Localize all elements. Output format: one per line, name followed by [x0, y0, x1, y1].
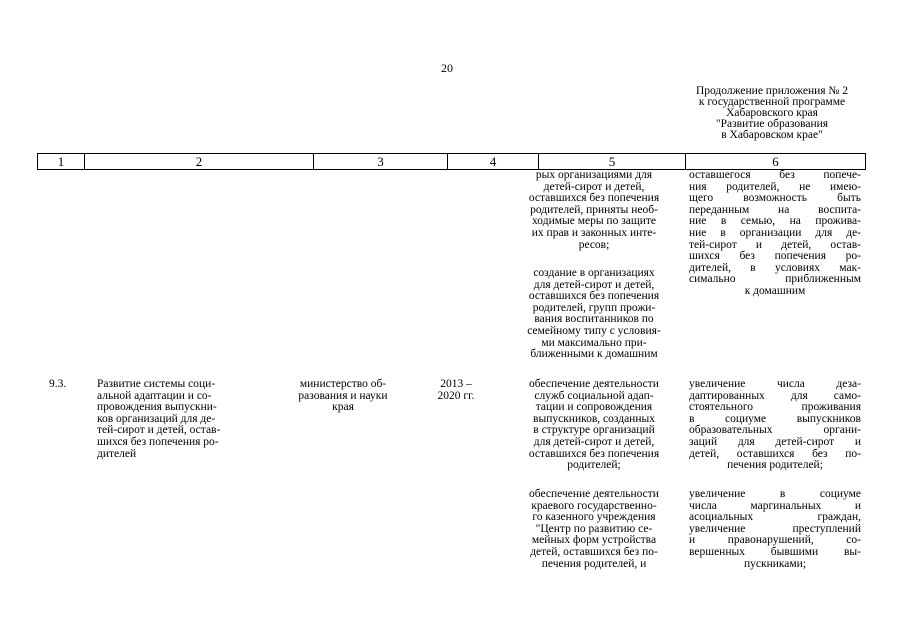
column-number-2: 2: [195, 154, 203, 169]
text-line: дителей, в условиях мак-: [689, 261, 861, 274]
text-line: увеличение числа деза-: [689, 378, 861, 390]
text-line: стоятельного проживания: [689, 401, 861, 414]
text-line: даптированных для само-: [689, 389, 861, 402]
text-line: переданным на воспита-: [689, 203, 861, 216]
text-line: печения родителей;: [727, 459, 823, 472]
text-line: печения родителей, и: [541, 557, 647, 570]
text-line: ние в семью, на прожива-: [689, 215, 861, 228]
period: [420, 379, 492, 402]
text-line: увеличение преступлений: [689, 522, 861, 535]
text-line: Развитие системы соци-: [97, 378, 216, 390]
text-line: ближенными к домашним: [530, 348, 658, 361]
text-line: в социуме выпускников: [689, 412, 861, 425]
text-line: числа маргинальных и: [689, 499, 861, 512]
text-line: обеспечение деятельности: [529, 378, 659, 390]
text-line: обеспечение деятельности: [529, 488, 659, 500]
column-number-header: [37, 153, 866, 170]
text-line: родителей;: [567, 459, 621, 472]
text-line: провождения выпускни-: [97, 401, 217, 414]
measures-text-1: [510, 379, 678, 472]
column-number-5: 5: [608, 154, 616, 169]
column-number-3: 3: [377, 154, 384, 169]
text-line: рых организациями для: [535, 169, 653, 181]
text-line: родителей, приняты необ-: [530, 203, 658, 216]
text-line: ходимые меры по защите: [531, 215, 657, 228]
text-line: тей-сирот и детей, остав-: [97, 424, 221, 437]
continued-results-text: [689, 170, 861, 298]
appendix-line: Продолжение приложения № 2: [695, 85, 849, 97]
text-line: пускниками;: [743, 557, 807, 570]
text-line: вершенных бывшими вы-: [689, 545, 861, 558]
text-line: для детей-сирот и детей,: [533, 435, 655, 448]
text-line: родителей, групп прожи-: [532, 301, 656, 314]
text-line: 2013 –: [440, 378, 472, 390]
appendix-line: в Хабаровском крае": [721, 129, 823, 141]
text-line: мейных форм устройства: [531, 534, 657, 547]
text-line: альной адаптации и со-: [97, 389, 212, 402]
text-line: оставшегося без попече-: [689, 169, 861, 181]
text-line: "Центр по развитию се-: [535, 522, 653, 535]
text-line: заций для детей-сирот и: [689, 435, 861, 448]
appendix-line: "Развитие образования: [715, 118, 829, 130]
text-line: оставшихся без попечения: [528, 447, 660, 460]
results-text-2: [689, 489, 861, 570]
text-line: в структуре организаций: [533, 424, 655, 437]
text-line: семейному типу с условия-: [527, 324, 661, 337]
text-line: тей-сирот и детей, остав-: [689, 238, 861, 251]
text-line: ми максимально при-: [541, 336, 647, 349]
text-line: ния родителей, не имею-: [689, 180, 861, 193]
text-line: щего возможность быть: [689, 192, 861, 205]
text-line: к домашним: [744, 284, 806, 297]
column-number-4: 4: [489, 154, 497, 169]
text-line: краевого государственно-: [531, 499, 657, 512]
text-line: вания воспитанников по: [534, 313, 654, 326]
text-line: дителей: [97, 447, 137, 460]
text-line: ков организаций для де-: [97, 412, 216, 425]
text-line: 2020 гг.: [437, 389, 475, 402]
text-line: детей-сирот и детей,: [543, 180, 645, 193]
text-line: служб социальной адап-: [534, 389, 654, 402]
text-line: для детей-сирот и детей,: [533, 278, 655, 291]
text-line: и правонарушений, со-: [689, 534, 861, 547]
row-number: 9.3.: [49, 378, 67, 390]
text-line: шихся без попечения ро-: [97, 435, 219, 448]
text-line: го казенного учреждения: [532, 511, 656, 524]
text-line: симально приближенным: [689, 273, 861, 286]
text-line: их прав и законных инте-: [531, 226, 657, 239]
results-text-1: [689, 379, 861, 472]
text-line: детей, оставшихся без по-: [689, 447, 861, 460]
continued-measures-text-2: [510, 268, 678, 361]
text-line: министерство об-: [299, 378, 387, 390]
text-line: края: [332, 401, 354, 414]
text-line: ние в организации для де-: [689, 226, 861, 239]
text-line: создание в организациях: [533, 267, 655, 279]
column-number-1: 1: [57, 154, 65, 169]
appendix-line: к государственной программе: [698, 96, 846, 108]
text-line: асоциальных граждан,: [689, 511, 861, 524]
appendix-header: [680, 86, 864, 141]
text-line: ресов;: [578, 238, 610, 251]
measures-text-2: [510, 489, 678, 570]
continued-measures-text: [510, 170, 678, 251]
appendix-line: Хабаровского края: [726, 107, 818, 119]
executor: [281, 379, 405, 414]
measure-name: [97, 379, 257, 460]
text-line: оставшихся без попечения: [528, 290, 660, 303]
text-line: шихся без попечения ро-: [689, 250, 861, 263]
page-number: 20: [441, 61, 453, 75]
text-line: выпускников, созданных: [533, 412, 655, 425]
text-line: оставшихся без попечения: [528, 192, 660, 205]
text-line: детей, оставшихся без по-: [530, 545, 658, 558]
text-line: увеличение в социуме: [689, 488, 861, 500]
column-number-6: 6: [772, 154, 779, 169]
text-line: тации и сопровождения: [535, 401, 653, 414]
text-line: разования и науки: [298, 389, 388, 402]
text-line: образовательных органи-: [689, 424, 861, 437]
